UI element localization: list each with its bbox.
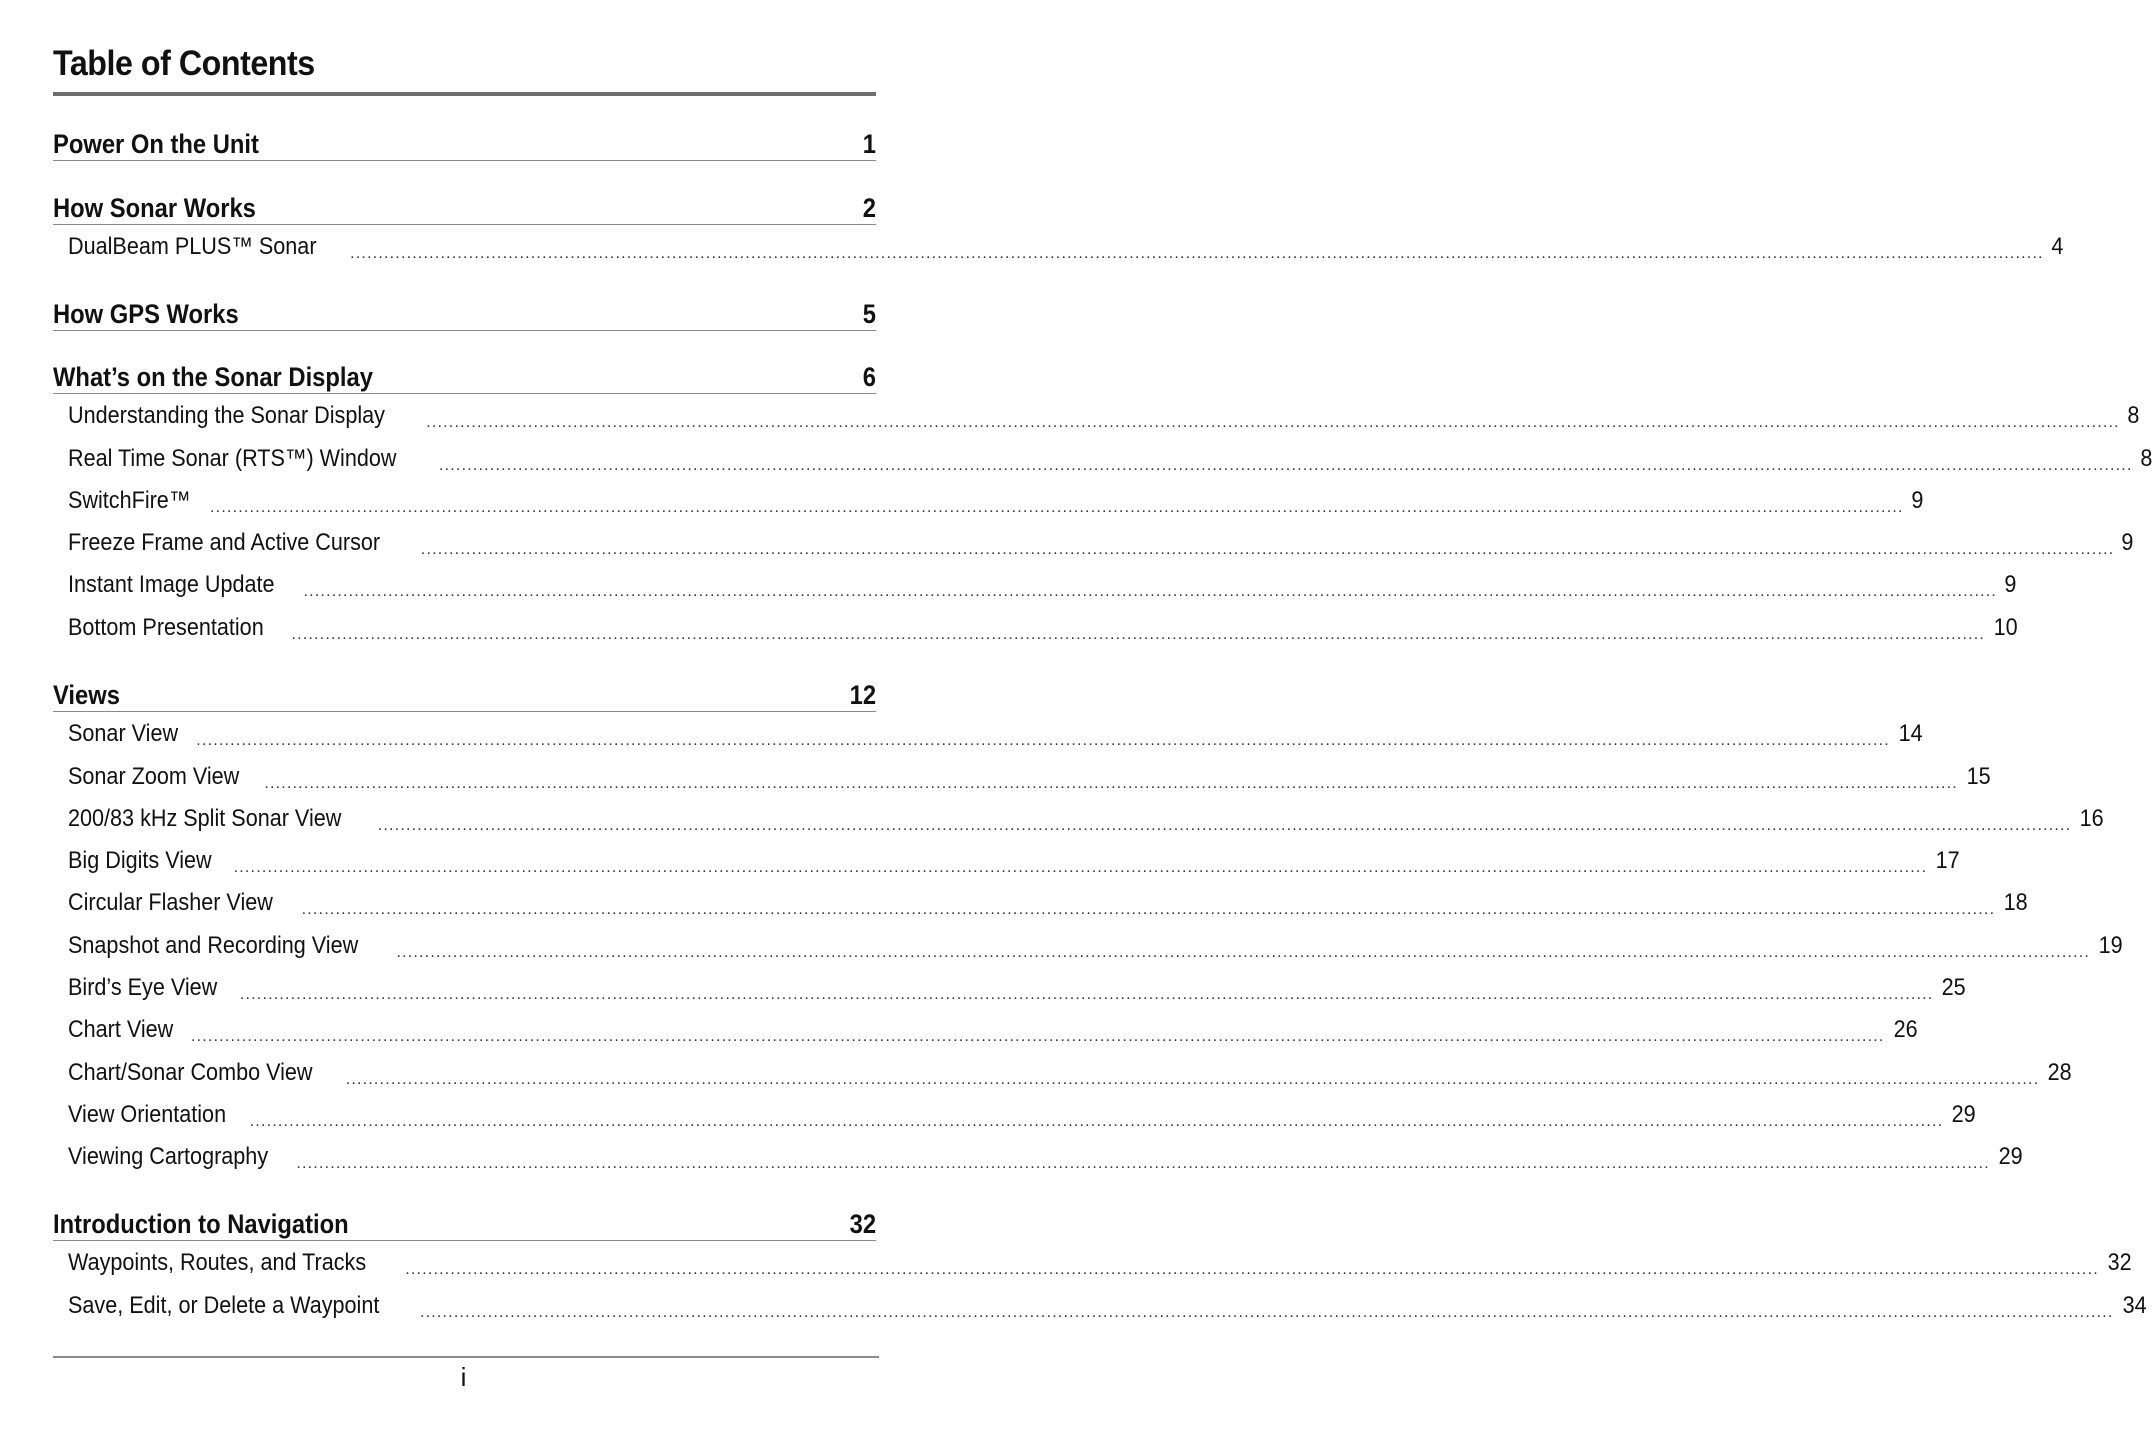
toc-entry[interactable] [53, 521, 2134, 563]
entry-label: 200/83 kHz Split Sonar View [68, 804, 342, 832]
dot-leader: ............................................................................................................................................................................................................................................................................................................ [301, 901, 1996, 919]
entry-label: Bottom Presentation [68, 613, 264, 641]
dot-leader: ............................................................................................................................................................................................................................................................................................................ [190, 1028, 1885, 1046]
entry-page: 9 [2121, 529, 2134, 557]
entry-label: SwitchFire™ [68, 486, 191, 514]
toc-section [53, 295, 876, 331]
dot-leader: ............................................................................................................................................................................................................................................................................................................ [233, 859, 1928, 877]
section-heading[interactable] [53, 676, 876, 712]
toc-entry[interactable] [53, 225, 2064, 267]
section-heading[interactable] [53, 1205, 876, 1241]
dot-leader: ............................................................................................................................................................................................................................................................................................................ [196, 732, 1890, 750]
toc-section [53, 125, 876, 161]
dot-leader: ............................................................................................................................................................................................................................................................................................................ [291, 625, 1986, 643]
entry-page: 34 [2122, 1291, 2147, 1319]
section-page: 5 [862, 299, 876, 329]
entry-label: Waypoints, Routes, and Tracks [68, 1249, 367, 1277]
entry-page: 10 [1993, 613, 2018, 641]
toc-entry[interactable] [53, 1008, 1918, 1050]
section-heading[interactable] [53, 189, 876, 225]
entry-label: Real Time Sonar (RTS™) Window [68, 444, 397, 472]
toc-section [53, 676, 2123, 1177]
entry-label: Understanding the Sonar Display [68, 402, 385, 430]
entry-label: Instant Image Update [68, 571, 275, 599]
entry-page: 19 [2098, 931, 2123, 959]
entry-page: 29 [1998, 1143, 2023, 1171]
section-title: How GPS Works [53, 299, 239, 329]
entry-label: Sonar Zoom View [68, 762, 240, 790]
entry-label: Circular Flasher View [68, 889, 273, 917]
entry-page: 15 [1966, 762, 1991, 790]
section-page: 6 [862, 362, 876, 392]
dot-leader: ............................................................................................................................................................................................................................................................................................................ [239, 986, 1934, 1004]
dot-leader: ............................................................................................................................................................................................................................................................................................................ [396, 943, 2091, 961]
toc-entry[interactable] [53, 479, 1923, 521]
dot-leader: ............................................................................................................................................................................................................................................................................................................ [350, 245, 2044, 263]
entry-label: Freeze Frame and Active Cursor [68, 529, 381, 557]
entry-page: 32 [2107, 1249, 2132, 1277]
entry-page: 8 [2139, 444, 2152, 472]
entry-page: 14 [1898, 720, 1923, 748]
toc-section [53, 189, 2064, 267]
toc-entry[interactable] [53, 923, 2123, 965]
dot-leader: ............................................................................................................................................................................................................................................................................................................ [264, 774, 1958, 792]
entry-page: 25 [1942, 974, 1967, 1002]
section-heading[interactable] [53, 295, 876, 331]
dot-leader: ............................................................................................................................................................................................................................................................................................................ [296, 1155, 1990, 1173]
entry-page: 8 [2127, 402, 2140, 430]
toc-entry[interactable] [53, 1135, 2023, 1177]
entry-label: Viewing Cartography [68, 1143, 269, 1171]
entry-label: Save, Edit, or Delete a Waypoint [68, 1291, 380, 1319]
entry-page: 26 [1893, 1016, 1918, 1044]
dot-leader: ............................................................................................................................................................................................................................................................................................................ [303, 583, 1998, 601]
section-page: 1 [862, 129, 876, 159]
page-number: i [460, 1362, 467, 1392]
toc-entry[interactable] [53, 1050, 2072, 1092]
toc-entry[interactable] [53, 966, 1967, 1008]
entry-page: 17 [1935, 847, 1960, 875]
toc-entry[interactable] [53, 881, 2028, 923]
dot-leader: ............................................................................................................................................................................................................................................................................................................ [405, 1261, 2099, 1279]
section-title: How Sonar Works [53, 193, 256, 223]
dot-leader: ............................................................................................................................................................................................................................................................................................................ [249, 1112, 1944, 1130]
toc-section [53, 1205, 2147, 1326]
entry-label: View Orientation [68, 1100, 227, 1128]
entry-list [53, 394, 2152, 648]
toc-entry[interactable] [53, 754, 1991, 796]
toc-entry[interactable] [53, 1241, 2132, 1283]
section-title: What’s on the Sonar Display [53, 362, 373, 392]
dot-leader: ............................................................................................................................................................................................................................................................................................................ [345, 1070, 2040, 1088]
dot-leader: ............................................................................................................................................................................................................................................................................................................ [419, 1303, 2114, 1321]
entry-page: 16 [2079, 804, 2105, 832]
entry-label: Chart/Sonar Combo View [68, 1058, 313, 1086]
section-title: Views [53, 680, 120, 710]
entry-page: 18 [2003, 889, 2028, 917]
entry-list [53, 225, 2064, 267]
dot-leader: ............................................................................................................................................................................................................................................................................................................ [420, 541, 2115, 559]
toc-entry[interactable] [53, 436, 2152, 478]
dot-leader: ............................................................................................................................................................................................................................................................................................................ [210, 498, 1904, 516]
dot-leader: ............................................................................................................................................................................................................................................................................................................ [426, 414, 2120, 432]
title-rule [53, 92, 876, 96]
toc-entry[interactable] [53, 839, 1960, 881]
entry-page: 9 [1910, 486, 1923, 514]
entry-label: Bird’s Eye View [68, 974, 218, 1002]
toc-entry[interactable] [53, 563, 2017, 605]
entry-label: Sonar View [68, 720, 179, 748]
page-title: Table of Contents [53, 44, 315, 83]
section-title: Introduction to Navigation [53, 1209, 349, 1239]
section-title: Power On the Unit [53, 129, 259, 159]
entry-label: DualBeam PLUS™ Sonar [68, 233, 317, 261]
entry-page: 29 [1951, 1100, 1976, 1128]
entry-label: Chart View [68, 1016, 174, 1044]
dot-leader: ............................................................................................................................................................................................................................................................................................................ [377, 816, 2072, 834]
section-heading[interactable] [53, 125, 876, 161]
entry-label: Snapshot and Recording View [68, 931, 359, 959]
toc-section [53, 358, 2152, 648]
toc-entry[interactable] [53, 605, 2018, 647]
toc-entry[interactable] [53, 1283, 2147, 1325]
dot-leader: ............................................................................................................................................................................................................................................................................................................ [439, 456, 2133, 474]
section-heading[interactable] [53, 358, 876, 394]
entry-page: 9 [2004, 571, 2017, 599]
entry-page: 28 [2047, 1058, 2072, 1086]
entry-list [53, 712, 2123, 1177]
toc-entry[interactable] [53, 1093, 1976, 1135]
footer-rule [53, 1356, 879, 1358]
entry-page: 4 [2051, 233, 2064, 261]
toc-entry[interactable] [53, 394, 2140, 436]
entry-label: Big Digits View [68, 847, 212, 875]
toc-entry[interactable] [53, 712, 1923, 754]
toc-entry[interactable] [53, 797, 2105, 839]
section-page: 2 [862, 193, 876, 223]
section-page: 32 [849, 1209, 876, 1239]
section-page: 12 [849, 680, 876, 710]
entry-list [53, 1241, 2147, 1326]
